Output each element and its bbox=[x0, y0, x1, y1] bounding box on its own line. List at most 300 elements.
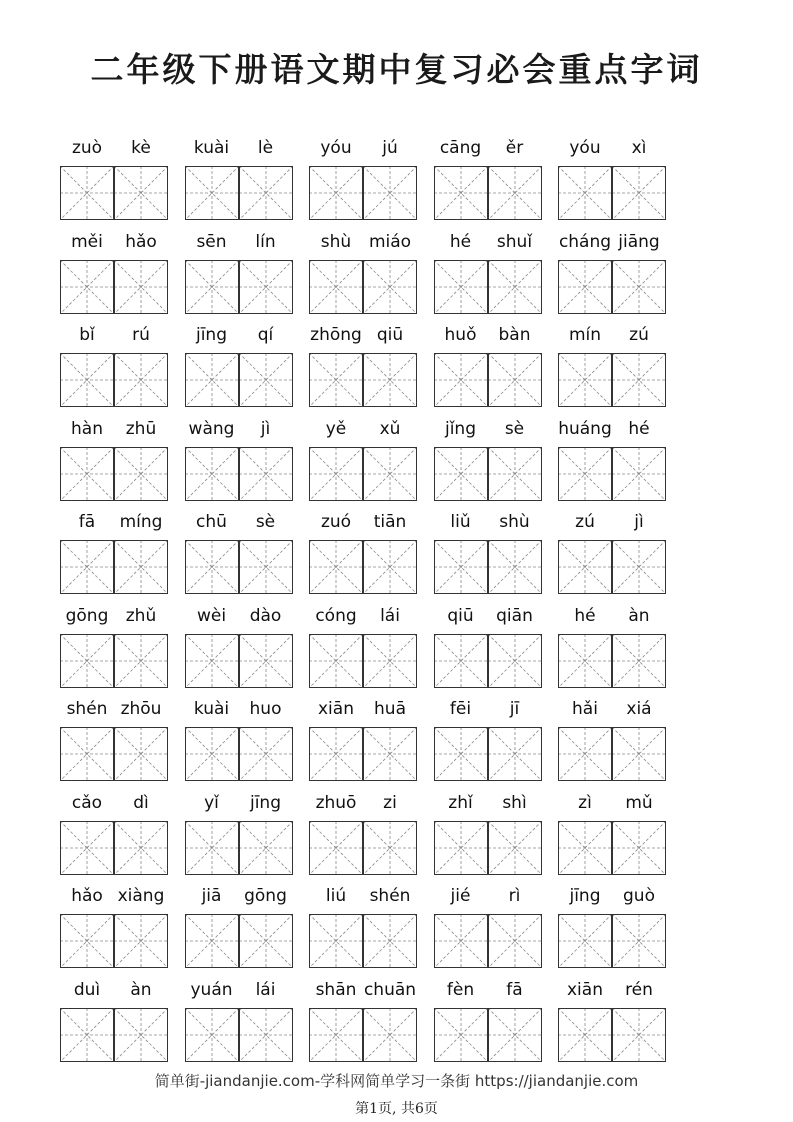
tianzige-box[interactable] bbox=[363, 1008, 417, 1062]
pinyin-label: fā bbox=[78, 512, 96, 532]
tianzige-box[interactable] bbox=[185, 1008, 239, 1062]
tianzige-box[interactable] bbox=[434, 634, 488, 688]
tianzige-box[interactable] bbox=[114, 540, 168, 594]
pinyin-label: gōng bbox=[244, 886, 287, 906]
pinyin-label: hé bbox=[628, 418, 650, 439]
pinyin-label: jiā bbox=[201, 886, 222, 906]
word-cell bbox=[309, 136, 417, 216]
word-cell bbox=[185, 323, 293, 403]
page-number: 第1页, 共6页 bbox=[355, 1101, 438, 1117]
word-cell bbox=[558, 136, 666, 216]
pinyin-label: wàng bbox=[188, 418, 235, 439]
pinyin-label: sè bbox=[255, 512, 276, 532]
tianzige-box[interactable] bbox=[558, 727, 612, 781]
pinyin-label: cóng bbox=[315, 605, 357, 626]
pinyin-label: xiān bbox=[318, 699, 354, 719]
word-cell bbox=[434, 791, 542, 871]
tianzige-box[interactable] bbox=[60, 634, 114, 688]
pinyin-label: huo bbox=[249, 699, 282, 719]
word-cell bbox=[60, 978, 168, 1058]
writing-boxes[interactable] bbox=[60, 166, 168, 220]
tianzige-box[interactable] bbox=[185, 540, 239, 594]
pinyin-label: shì bbox=[502, 792, 527, 813]
writing-boxes[interactable] bbox=[434, 634, 542, 688]
page-title: 二年级下册语文期中复习必会重点字词 bbox=[90, 50, 703, 89]
writing-boxes[interactable] bbox=[558, 540, 666, 594]
tianzige-box[interactable] bbox=[239, 634, 293, 688]
pinyin-label: lái bbox=[255, 979, 276, 1000]
pinyin-label: àn bbox=[130, 979, 152, 1000]
word-cell bbox=[309, 884, 417, 964]
pinyin-label: jiāng bbox=[618, 231, 660, 252]
writing-boxes[interactable] bbox=[60, 634, 168, 688]
pinyin-label: jīng bbox=[569, 886, 601, 906]
writing-boxes[interactable] bbox=[434, 166, 542, 220]
pinyin-label: jǐng bbox=[444, 418, 476, 439]
pinyin-label: jì bbox=[634, 512, 644, 532]
tianzige-box[interactable] bbox=[488, 260, 542, 314]
pinyin-label: cháng bbox=[558, 231, 612, 252]
pinyin-label: xǔ bbox=[379, 418, 401, 439]
tianzige-box[interactable] bbox=[114, 353, 168, 407]
pinyin-label: zú bbox=[629, 325, 649, 345]
tianzige-box[interactable] bbox=[558, 166, 612, 220]
pinyin-label: guò bbox=[623, 886, 655, 906]
tianzige-box[interactable] bbox=[488, 447, 542, 501]
word-cell bbox=[185, 230, 293, 310]
pinyin-label: huā bbox=[374, 699, 406, 719]
writing-boxes[interactable] bbox=[185, 821, 293, 875]
writing-boxes[interactable] bbox=[309, 540, 417, 594]
word-cell bbox=[185, 510, 293, 590]
writing-boxes[interactable] bbox=[185, 540, 293, 594]
tianzige-box[interactable] bbox=[612, 540, 666, 594]
tianzige-box[interactable] bbox=[309, 1008, 363, 1062]
pinyin-label: shuǐ bbox=[496, 231, 533, 252]
tianzige-box[interactable] bbox=[434, 166, 488, 220]
pinyin-label: dì bbox=[133, 792, 149, 813]
writing-boxes[interactable] bbox=[60, 353, 168, 407]
tianzige-box[interactable] bbox=[60, 821, 114, 875]
pinyin-label: zhū bbox=[125, 418, 157, 439]
tianzige-box[interactable] bbox=[558, 821, 612, 875]
writing-boxes[interactable] bbox=[309, 166, 417, 220]
writing-boxes[interactable] bbox=[558, 914, 666, 968]
writing-boxes[interactable] bbox=[185, 634, 293, 688]
writing-boxes[interactable] bbox=[434, 727, 542, 781]
pinyin-label: miáo bbox=[368, 231, 412, 252]
writing-boxes[interactable] bbox=[434, 260, 542, 314]
tianzige-box[interactable] bbox=[558, 353, 612, 407]
tianzige-box[interactable] bbox=[363, 821, 417, 875]
word-cell bbox=[434, 884, 542, 964]
tianzige-box[interactable] bbox=[612, 914, 666, 968]
writing-boxes[interactable] bbox=[60, 1008, 168, 1062]
tianzige-box[interactable] bbox=[239, 166, 293, 220]
word-cell bbox=[60, 417, 168, 497]
word-cell bbox=[309, 510, 417, 590]
tianzige-box[interactable] bbox=[363, 166, 417, 220]
tianzige-box[interactable] bbox=[309, 166, 363, 220]
tianzige-box[interactable] bbox=[488, 727, 542, 781]
word-cell bbox=[185, 697, 293, 777]
pinyin-label: kuài bbox=[193, 699, 230, 719]
tianzige-box[interactable] bbox=[185, 914, 239, 968]
word-cell bbox=[558, 884, 666, 964]
writing-boxes[interactable] bbox=[309, 634, 417, 688]
pinyin-label: sè bbox=[504, 418, 525, 439]
pinyin-label: xiá bbox=[626, 699, 652, 719]
tianzige-box[interactable] bbox=[239, 914, 293, 968]
writing-boxes[interactable] bbox=[309, 260, 417, 314]
tianzige-box[interactable] bbox=[309, 727, 363, 781]
pinyin-label: zhōng bbox=[310, 325, 362, 345]
tianzige-box[interactable] bbox=[558, 1008, 612, 1062]
pinyin-label: jú bbox=[382, 138, 398, 158]
pinyin-label: yuán bbox=[190, 979, 233, 1000]
writing-boxes[interactable] bbox=[185, 727, 293, 781]
writing-boxes[interactable] bbox=[309, 914, 417, 968]
tianzige-box[interactable] bbox=[60, 260, 114, 314]
tianzige-box[interactable] bbox=[309, 634, 363, 688]
tianzige-box[interactable] bbox=[488, 540, 542, 594]
pinyin-label: qí bbox=[257, 325, 274, 345]
writing-boxes[interactable] bbox=[185, 166, 293, 220]
pinyin-label: yǐ bbox=[204, 792, 219, 813]
pinyin-label: hé bbox=[574, 605, 596, 626]
tianzige-box[interactable] bbox=[239, 727, 293, 781]
pinyin-label: jī bbox=[509, 699, 520, 719]
writing-boxes[interactable] bbox=[558, 634, 666, 688]
tianzige-box[interactable] bbox=[239, 821, 293, 875]
pinyin-label: chū bbox=[196, 512, 227, 532]
tianzige-box[interactable] bbox=[434, 447, 488, 501]
tianzige-box[interactable] bbox=[488, 821, 542, 875]
pinyin-label: duì bbox=[73, 979, 101, 1000]
tianzige-box[interactable] bbox=[612, 1008, 666, 1062]
tianzige-box[interactable] bbox=[612, 353, 666, 407]
tianzige-box[interactable] bbox=[60, 727, 114, 781]
tianzige-box[interactable] bbox=[60, 353, 114, 407]
writing-boxes[interactable] bbox=[60, 914, 168, 968]
word-cell bbox=[434, 136, 542, 216]
pinyin-label: liú bbox=[325, 886, 347, 906]
word-cell bbox=[434, 697, 542, 777]
word-cell bbox=[185, 136, 293, 216]
word-cell bbox=[558, 697, 666, 777]
tianzige-box[interactable] bbox=[114, 166, 168, 220]
pinyin-label: zhǐ bbox=[448, 792, 473, 813]
tianzige-box[interactable] bbox=[363, 353, 417, 407]
tianzige-box[interactable] bbox=[114, 914, 168, 968]
pinyin-label: mǔ bbox=[625, 792, 653, 813]
tianzige-box[interactable] bbox=[114, 634, 168, 688]
writing-boxes[interactable] bbox=[434, 1008, 542, 1062]
tianzige-box[interactable] bbox=[114, 1008, 168, 1062]
writing-boxes[interactable] bbox=[185, 914, 293, 968]
pinyin-label: sēn bbox=[196, 231, 227, 252]
tianzige-box[interactable] bbox=[60, 166, 114, 220]
pinyin-label: hé bbox=[449, 231, 472, 252]
pinyin-label: míng bbox=[119, 512, 163, 532]
word-cell bbox=[309, 604, 417, 684]
word-cell bbox=[309, 697, 417, 777]
pinyin-label: huǒ bbox=[444, 325, 477, 345]
pinyin-label: zuò bbox=[71, 138, 103, 158]
pinyin-label: fèn bbox=[446, 979, 475, 1000]
tianzige-box[interactable] bbox=[612, 260, 666, 314]
tianzige-box[interactable] bbox=[60, 447, 114, 501]
tianzige-box[interactable] bbox=[558, 634, 612, 688]
pinyin-label: shén bbox=[66, 699, 108, 719]
writing-boxes[interactable] bbox=[60, 821, 168, 875]
word-cell bbox=[309, 417, 417, 497]
tianzige-box[interactable] bbox=[612, 447, 666, 501]
writing-boxes[interactable] bbox=[558, 353, 666, 407]
tianzige-box[interactable] bbox=[60, 914, 114, 968]
writing-boxes[interactable] bbox=[558, 447, 666, 501]
word-cell bbox=[558, 417, 666, 497]
pinyin-label: lín bbox=[255, 231, 276, 252]
tianzige-box[interactable] bbox=[239, 353, 293, 407]
tianzige-box[interactable] bbox=[185, 353, 239, 407]
writing-boxes[interactable] bbox=[434, 821, 542, 875]
tianzige-box[interactable] bbox=[185, 447, 239, 501]
writing-boxes[interactable] bbox=[558, 260, 666, 314]
tianzige-box[interactable] bbox=[239, 447, 293, 501]
word-cell bbox=[434, 417, 542, 497]
tianzige-box[interactable] bbox=[434, 353, 488, 407]
writing-boxes[interactable] bbox=[309, 447, 417, 501]
word-cell bbox=[185, 791, 293, 871]
tianzige-box[interactable] bbox=[114, 727, 168, 781]
writing-boxes[interactable] bbox=[434, 914, 542, 968]
pinyin-label: bàn bbox=[498, 325, 531, 345]
tianzige-box[interactable] bbox=[60, 540, 114, 594]
writing-boxes[interactable] bbox=[60, 540, 168, 594]
word-cell bbox=[60, 230, 168, 310]
tianzige-box[interactable] bbox=[114, 260, 168, 314]
pinyin-label: bǐ bbox=[79, 325, 95, 345]
pinyin-label: lái bbox=[380, 605, 400, 626]
tianzige-box[interactable] bbox=[488, 1008, 542, 1062]
word-cell bbox=[185, 604, 293, 684]
pinyin-label: wèi bbox=[196, 605, 227, 626]
writing-boxes[interactable] bbox=[558, 727, 666, 781]
pinyin-label: měi bbox=[71, 231, 103, 252]
pinyin-label: shù bbox=[499, 512, 530, 532]
pinyin-label: rén bbox=[625, 979, 653, 1000]
writing-boxes[interactable] bbox=[60, 727, 168, 781]
tianzige-box[interactable] bbox=[309, 353, 363, 407]
tianzige-box[interactable] bbox=[363, 914, 417, 968]
word-cell bbox=[60, 697, 168, 777]
word-cell bbox=[434, 510, 542, 590]
writing-boxes[interactable] bbox=[434, 353, 542, 407]
word-cell bbox=[185, 417, 293, 497]
pinyin-label: yóu bbox=[320, 138, 352, 158]
word-cell bbox=[60, 323, 168, 403]
writing-boxes[interactable] bbox=[185, 447, 293, 501]
word-cell bbox=[558, 323, 666, 403]
word-cell bbox=[558, 604, 666, 684]
writing-boxes[interactable] bbox=[60, 447, 168, 501]
tianzige-box[interactable] bbox=[239, 540, 293, 594]
tianzige-box[interactable] bbox=[363, 260, 417, 314]
pinyin-label: zhǔ bbox=[125, 605, 157, 626]
writing-boxes[interactable] bbox=[185, 1008, 293, 1062]
pinyin-label: yóu bbox=[569, 138, 601, 158]
writing-boxes[interactable] bbox=[309, 727, 417, 781]
word-cell bbox=[60, 136, 168, 216]
writing-boxes[interactable] bbox=[185, 353, 293, 407]
footer-watermark: 简单街-jiandanjie.com-学科网简单学习一条街 https://jiandanjie.com bbox=[154, 1072, 639, 1090]
tianzige-box[interactable] bbox=[558, 447, 612, 501]
tianzige-box[interactable] bbox=[612, 166, 666, 220]
tianzige-box[interactable] bbox=[434, 914, 488, 968]
pinyin-label: rì bbox=[508, 886, 521, 906]
word-cell bbox=[434, 230, 542, 310]
pinyin-label: tiān bbox=[373, 512, 407, 532]
pinyin-label: jīng bbox=[249, 792, 281, 813]
pinyin-label: àn bbox=[628, 605, 650, 626]
pinyin-label: yě bbox=[325, 418, 347, 439]
writing-boxes[interactable] bbox=[309, 1008, 417, 1062]
word-cell bbox=[185, 884, 293, 964]
tianzige-box[interactable] bbox=[612, 821, 666, 875]
tianzige-box[interactable] bbox=[309, 540, 363, 594]
pinyin-label: zú bbox=[575, 512, 595, 532]
tianzige-box[interactable] bbox=[114, 821, 168, 875]
pinyin-label: fēi bbox=[449, 699, 472, 719]
pinyin-label: qiān bbox=[496, 605, 533, 626]
tianzige-box[interactable] bbox=[309, 821, 363, 875]
word-cell bbox=[434, 323, 542, 403]
tianzige-box[interactable] bbox=[434, 821, 488, 875]
tianzige-box[interactable] bbox=[114, 447, 168, 501]
pinyin-label: jīng bbox=[195, 325, 227, 345]
tianzige-box[interactable] bbox=[363, 634, 417, 688]
tianzige-box[interactable] bbox=[558, 914, 612, 968]
tianzige-box[interactable] bbox=[558, 260, 612, 314]
pinyin-label: ěr bbox=[505, 138, 524, 158]
tianzige-box[interactable] bbox=[309, 260, 363, 314]
word-cell bbox=[60, 604, 168, 684]
word-cell bbox=[558, 978, 666, 1058]
tianzige-box[interactable] bbox=[185, 727, 239, 781]
tianzige-box[interactable] bbox=[558, 540, 612, 594]
pinyin-label: hǎi bbox=[572, 699, 598, 719]
tianzige-box[interactable] bbox=[434, 1008, 488, 1062]
pinyin-label: hǎo bbox=[125, 231, 157, 252]
word-cell bbox=[60, 510, 168, 590]
pinyin-label: dào bbox=[249, 605, 282, 626]
pinyin-label: fā bbox=[506, 979, 523, 1000]
pinyin-label: kuài bbox=[193, 138, 230, 158]
pinyin-label: kè bbox=[131, 138, 151, 158]
tianzige-box[interactable] bbox=[185, 260, 239, 314]
word-cell bbox=[434, 604, 542, 684]
pinyin-label: lè bbox=[257, 138, 274, 158]
tianzige-box[interactable] bbox=[309, 914, 363, 968]
pinyin-label: xiān bbox=[567, 979, 603, 1000]
word-cell bbox=[60, 791, 168, 871]
pinyin-label: shén bbox=[369, 886, 411, 906]
pinyin-label: zì bbox=[578, 792, 592, 813]
pinyin-label: cǎo bbox=[71, 792, 103, 813]
tianzige-box[interactable] bbox=[488, 634, 542, 688]
word-cell bbox=[185, 978, 293, 1058]
tianzige-box[interactable] bbox=[363, 727, 417, 781]
tianzige-box[interactable] bbox=[185, 166, 239, 220]
pinyin-label: liǔ bbox=[450, 512, 471, 532]
pinyin-label: rú bbox=[132, 325, 150, 345]
writing-boxes[interactable] bbox=[309, 353, 417, 407]
pinyin-label: xiàng bbox=[117, 886, 165, 906]
pinyin-label: hàn bbox=[71, 418, 103, 439]
writing-boxes[interactable] bbox=[434, 447, 542, 501]
tianzige-box[interactable] bbox=[309, 447, 363, 501]
pinyin-label: mín bbox=[568, 325, 602, 345]
tianzige-box[interactable] bbox=[363, 447, 417, 501]
pinyin-label: shù bbox=[320, 231, 352, 252]
writing-boxes[interactable] bbox=[60, 260, 168, 314]
tianzige-box[interactable] bbox=[488, 166, 542, 220]
pinyin-label: jié bbox=[450, 886, 471, 906]
word-cell bbox=[60, 884, 168, 964]
word-cell bbox=[558, 510, 666, 590]
pinyin-label: chuān bbox=[363, 979, 417, 1000]
tianzige-box[interactable] bbox=[434, 540, 488, 594]
tianzige-box[interactable] bbox=[239, 1008, 293, 1062]
tianzige-box[interactable] bbox=[612, 634, 666, 688]
tianzige-box[interactable] bbox=[488, 914, 542, 968]
writing-boxes[interactable] bbox=[558, 166, 666, 220]
tianzige-box[interactable] bbox=[434, 727, 488, 781]
writing-boxes[interactable] bbox=[309, 821, 417, 875]
pinyin-label: zhōu bbox=[120, 699, 162, 719]
tianzige-box[interactable] bbox=[185, 821, 239, 875]
pinyin-label: qiū bbox=[447, 605, 474, 626]
pinyin-label: zuó bbox=[320, 512, 352, 532]
pinyin-label: qiū bbox=[376, 325, 404, 345]
writing-boxes[interactable] bbox=[434, 540, 542, 594]
writing-boxes[interactable] bbox=[558, 1008, 666, 1062]
pinyin-label: cāng bbox=[439, 138, 482, 158]
word-cell bbox=[434, 978, 542, 1058]
pinyin-label: jì bbox=[260, 418, 271, 439]
pinyin-label: gōng bbox=[65, 605, 109, 626]
word-cell bbox=[558, 230, 666, 310]
pinyin-label: hǎo bbox=[71, 886, 103, 906]
tianzige-box[interactable] bbox=[363, 540, 417, 594]
pinyin-label: huáng bbox=[558, 418, 612, 439]
tianzige-box[interactable] bbox=[60, 1008, 114, 1062]
tianzige-box[interactable] bbox=[185, 634, 239, 688]
word-cell bbox=[309, 978, 417, 1058]
word-cell bbox=[558, 791, 666, 871]
writing-boxes[interactable] bbox=[185, 260, 293, 314]
word-cell bbox=[309, 230, 417, 310]
tianzige-box[interactable] bbox=[488, 353, 542, 407]
tianzige-box[interactable] bbox=[612, 727, 666, 781]
pinyin-label: zi bbox=[383, 792, 397, 813]
tianzige-box[interactable] bbox=[434, 260, 488, 314]
pinyin-label: xì bbox=[631, 138, 647, 158]
pinyin-label: shān bbox=[315, 979, 357, 1000]
writing-boxes[interactable] bbox=[558, 821, 666, 875]
tianzige-box[interactable] bbox=[239, 260, 293, 314]
